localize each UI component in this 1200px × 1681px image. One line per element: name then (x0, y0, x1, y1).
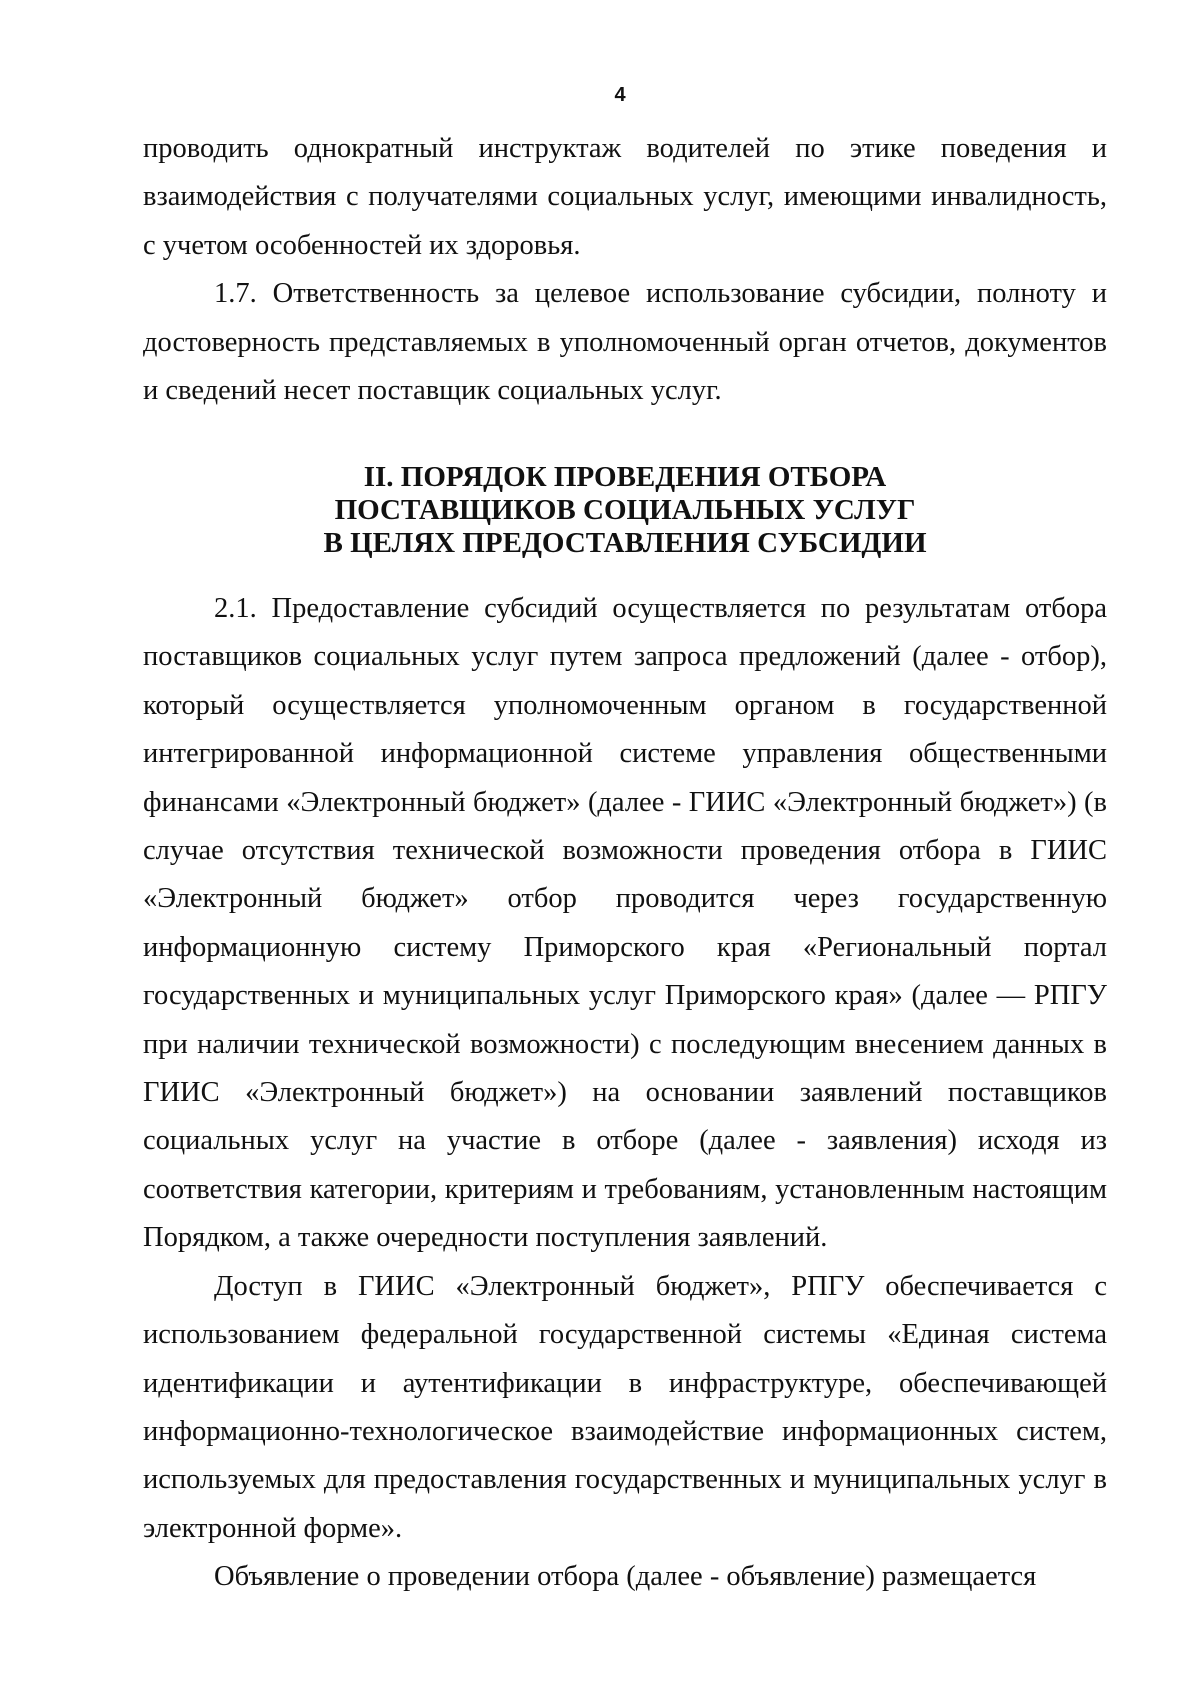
paragraph-1-7: 1.7. Ответственность за целевое использование субсидии, полноту и достоверность представляемых в уполномоченный орган отчетов, документов и сведений несет поставщик социальных услуг. (143, 278, 1107, 407)
text-block-top (143, 125, 1107, 415)
section-heading (143, 461, 1107, 560)
paragraph-announcement: Объявление о проведении отбора (далее - объявление) размещается (214, 1561, 1037, 1593)
text-block-main (143, 585, 1107, 1602)
paragraph-2-1: 2.1. Предоставление субсидий осуществляется по результатам отбора поставщиков социальных услуг путем запроса предложений (далее - отбор), который осуществляется уполномоченным органом в государственной интегрированной информационной системе управления общественными финансами «Электронный бюджет» (далее - ГИИС «Электронный бюджет») (в случае отсутствия технической возможности проведения отбора в ГИИС «Электронный бюджет» отбор проводится через государственную информационную систему Приморского края «Региональный портал государственных и муниципальных услуг Приморского края» (далее — РПГУ при наличии технической возможности) с последующим внесением данных в ГИИС «Электронный бюджет») на основании заявлений поставщиков социальных услуг на участие в отборе (далее - заявления) исходя из соответствия категории, критериям и требованиям, установленным настоящим Порядком, а также очередности поступления заявлений. (143, 593, 1107, 1254)
section-heading-line-3: В ЦЕЛЯХ ПРЕДОСТАВЛЕНИЯ СУБСИДИИ (323, 527, 927, 559)
paragraph-continuation: проводить однократный инструктаж водителей по этике поведения и взаимодействия с получателями социальных услуг, имеющими инвалидность, с учетом особенностей их здоровья. (143, 133, 1107, 261)
page-number: 4 (614, 84, 626, 106)
section-heading-line-1: II. ПОРЯДОК ПРОВЕДЕНИЯ ОТБОРА (363, 461, 887, 493)
paragraph-access: Доступ в ГИИС «Электронный бюджет», РПГУ обеспечивается с использованием федеральной государственной системы «Единая система идентификации и аутентификации в инфраструктуре, обеспечивающей информационно-технологическое взаимодействие информационных систем, используемых для предоставления государственных и муниципальных услуг в электронной форме». (143, 1270, 1107, 1544)
section-heading-line-2: ПОСТАВЩИКОВ СОЦИАЛЬНЫХ УСЛУГ (334, 494, 916, 526)
